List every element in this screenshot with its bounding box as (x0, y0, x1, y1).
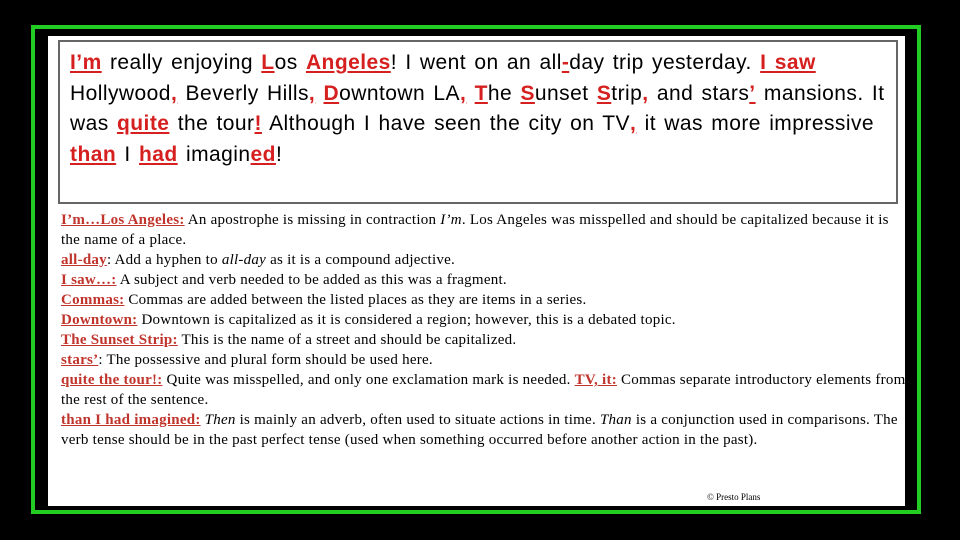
note-text: Commas separate introductory elements from the rest of the sentence. (61, 372, 906, 408)
correction-highlight: T (474, 81, 488, 105)
copyright-text: © Presto Plans (707, 492, 761, 502)
sentence-text: ! I went on an all (390, 51, 562, 74)
note-term: quite the tour!: (61, 372, 163, 388)
sentence-text: unset (534, 81, 597, 105)
correction-highlight: , (170, 81, 178, 105)
correction-highlight: ed (250, 142, 276, 166)
note-term: The Sunset Strip: (61, 332, 178, 348)
note-text: : Add a hyphen to (106, 252, 222, 268)
correction-highlight: Angeles (305, 51, 391, 74)
correction-note (61, 290, 906, 310)
correction-highlight: , (460, 81, 467, 105)
sentence-text: trip (611, 81, 643, 105)
sentence-text: os (274, 51, 306, 74)
note-text: : The possessive and plural form should be used here. (98, 352, 433, 368)
sentence-text: owntown LA (339, 81, 461, 105)
sentence-text: Beverly Hills (177, 81, 309, 105)
sentence-text: mansions. It was (70, 81, 885, 135)
note-term: stars’ (61, 352, 99, 368)
corrected-sentence-box (58, 40, 898, 204)
correction-note (61, 210, 906, 250)
sentence-text: really enjoying (101, 51, 262, 74)
note-term: Commas: (61, 292, 125, 308)
sentence-text: imagin (177, 142, 251, 166)
correction-highlight: , (308, 81, 316, 105)
correction-highlight: S (596, 81, 612, 105)
note-term: TV, it: (574, 372, 617, 388)
correction-note (61, 330, 906, 350)
note-text: all-day (221, 252, 267, 268)
note-text: Commas are added between the listed places as they are items in a series. (124, 292, 587, 308)
note-text: is a conjunction used in comparisons. The verb tense should be in the past perfect tense (used when something occurred before another action in the past). (61, 412, 898, 448)
sentence-text: he (487, 81, 521, 105)
note-text: is mainly an adverb, often used to situate actions in time. (235, 412, 600, 428)
correction-highlight: than (70, 142, 117, 166)
note-term: I’m…Los Angeles: (61, 212, 185, 228)
corrected-paragraph (70, 48, 895, 170)
correction-highlight: - (561, 51, 570, 74)
sentence-text: I (116, 142, 139, 166)
note-text: An apostrophe is missing in contraction (184, 212, 441, 228)
sentence-text: Although I have seen the city on TV (261, 112, 631, 135)
note-text: I’m (440, 212, 462, 228)
sentence-text: the tour (169, 112, 255, 135)
note-text: This is the name of a street and should be capitalized. (177, 332, 517, 348)
correction-highlight: I saw (760, 51, 816, 74)
correction-notes (61, 210, 906, 450)
note-text: Then (204, 412, 236, 428)
correction-note (61, 250, 906, 270)
note-term: Downtown: (61, 312, 138, 328)
sentence-text: Hollywood (70, 81, 171, 105)
note-text: as it is a compound adjective. (266, 252, 456, 268)
note-text: Than (599, 412, 632, 428)
correction-highlight: ’ (749, 81, 756, 105)
correction-highlight: ! (254, 112, 262, 135)
note-text: A subject and verb needed to be added as this was a fragment. (116, 272, 507, 288)
correction-note (61, 410, 906, 450)
note-term: than I had imagined: (61, 412, 201, 428)
correction-highlight: , (642, 81, 649, 105)
correction-highlight: I’m (70, 51, 102, 74)
correction-highlight: L (261, 51, 275, 74)
note-text: Downtown is capitalized as it is considered a region; however, this is a debated topic. (137, 312, 676, 328)
note-term: I saw…: (61, 272, 117, 288)
correction-note (61, 350, 906, 370)
sentence-text: and stars (648, 81, 750, 105)
correction-note (61, 310, 906, 330)
correction-highlight: D (323, 81, 340, 105)
correction-highlight: S (520, 81, 535, 105)
correction-note (61, 370, 906, 410)
correction-highlight: , (630, 112, 637, 135)
note-text: . Los Angeles was misspelled and should be capitalized because it is the name of a place. (61, 212, 889, 248)
correction-highlight: had (139, 142, 178, 166)
note-text: Quite was misspelled, and only one exclamation mark is needed. (162, 372, 575, 388)
sentence-text: ! (275, 142, 283, 166)
correction-note (61, 270, 906, 290)
sentence-text (466, 82, 474, 105)
sentence-text: it was more impressive (636, 112, 875, 135)
note-term: all-day (61, 252, 107, 268)
sentence-text: day trip yesterday. (569, 51, 761, 74)
correction-highlight: quite (116, 112, 170, 135)
